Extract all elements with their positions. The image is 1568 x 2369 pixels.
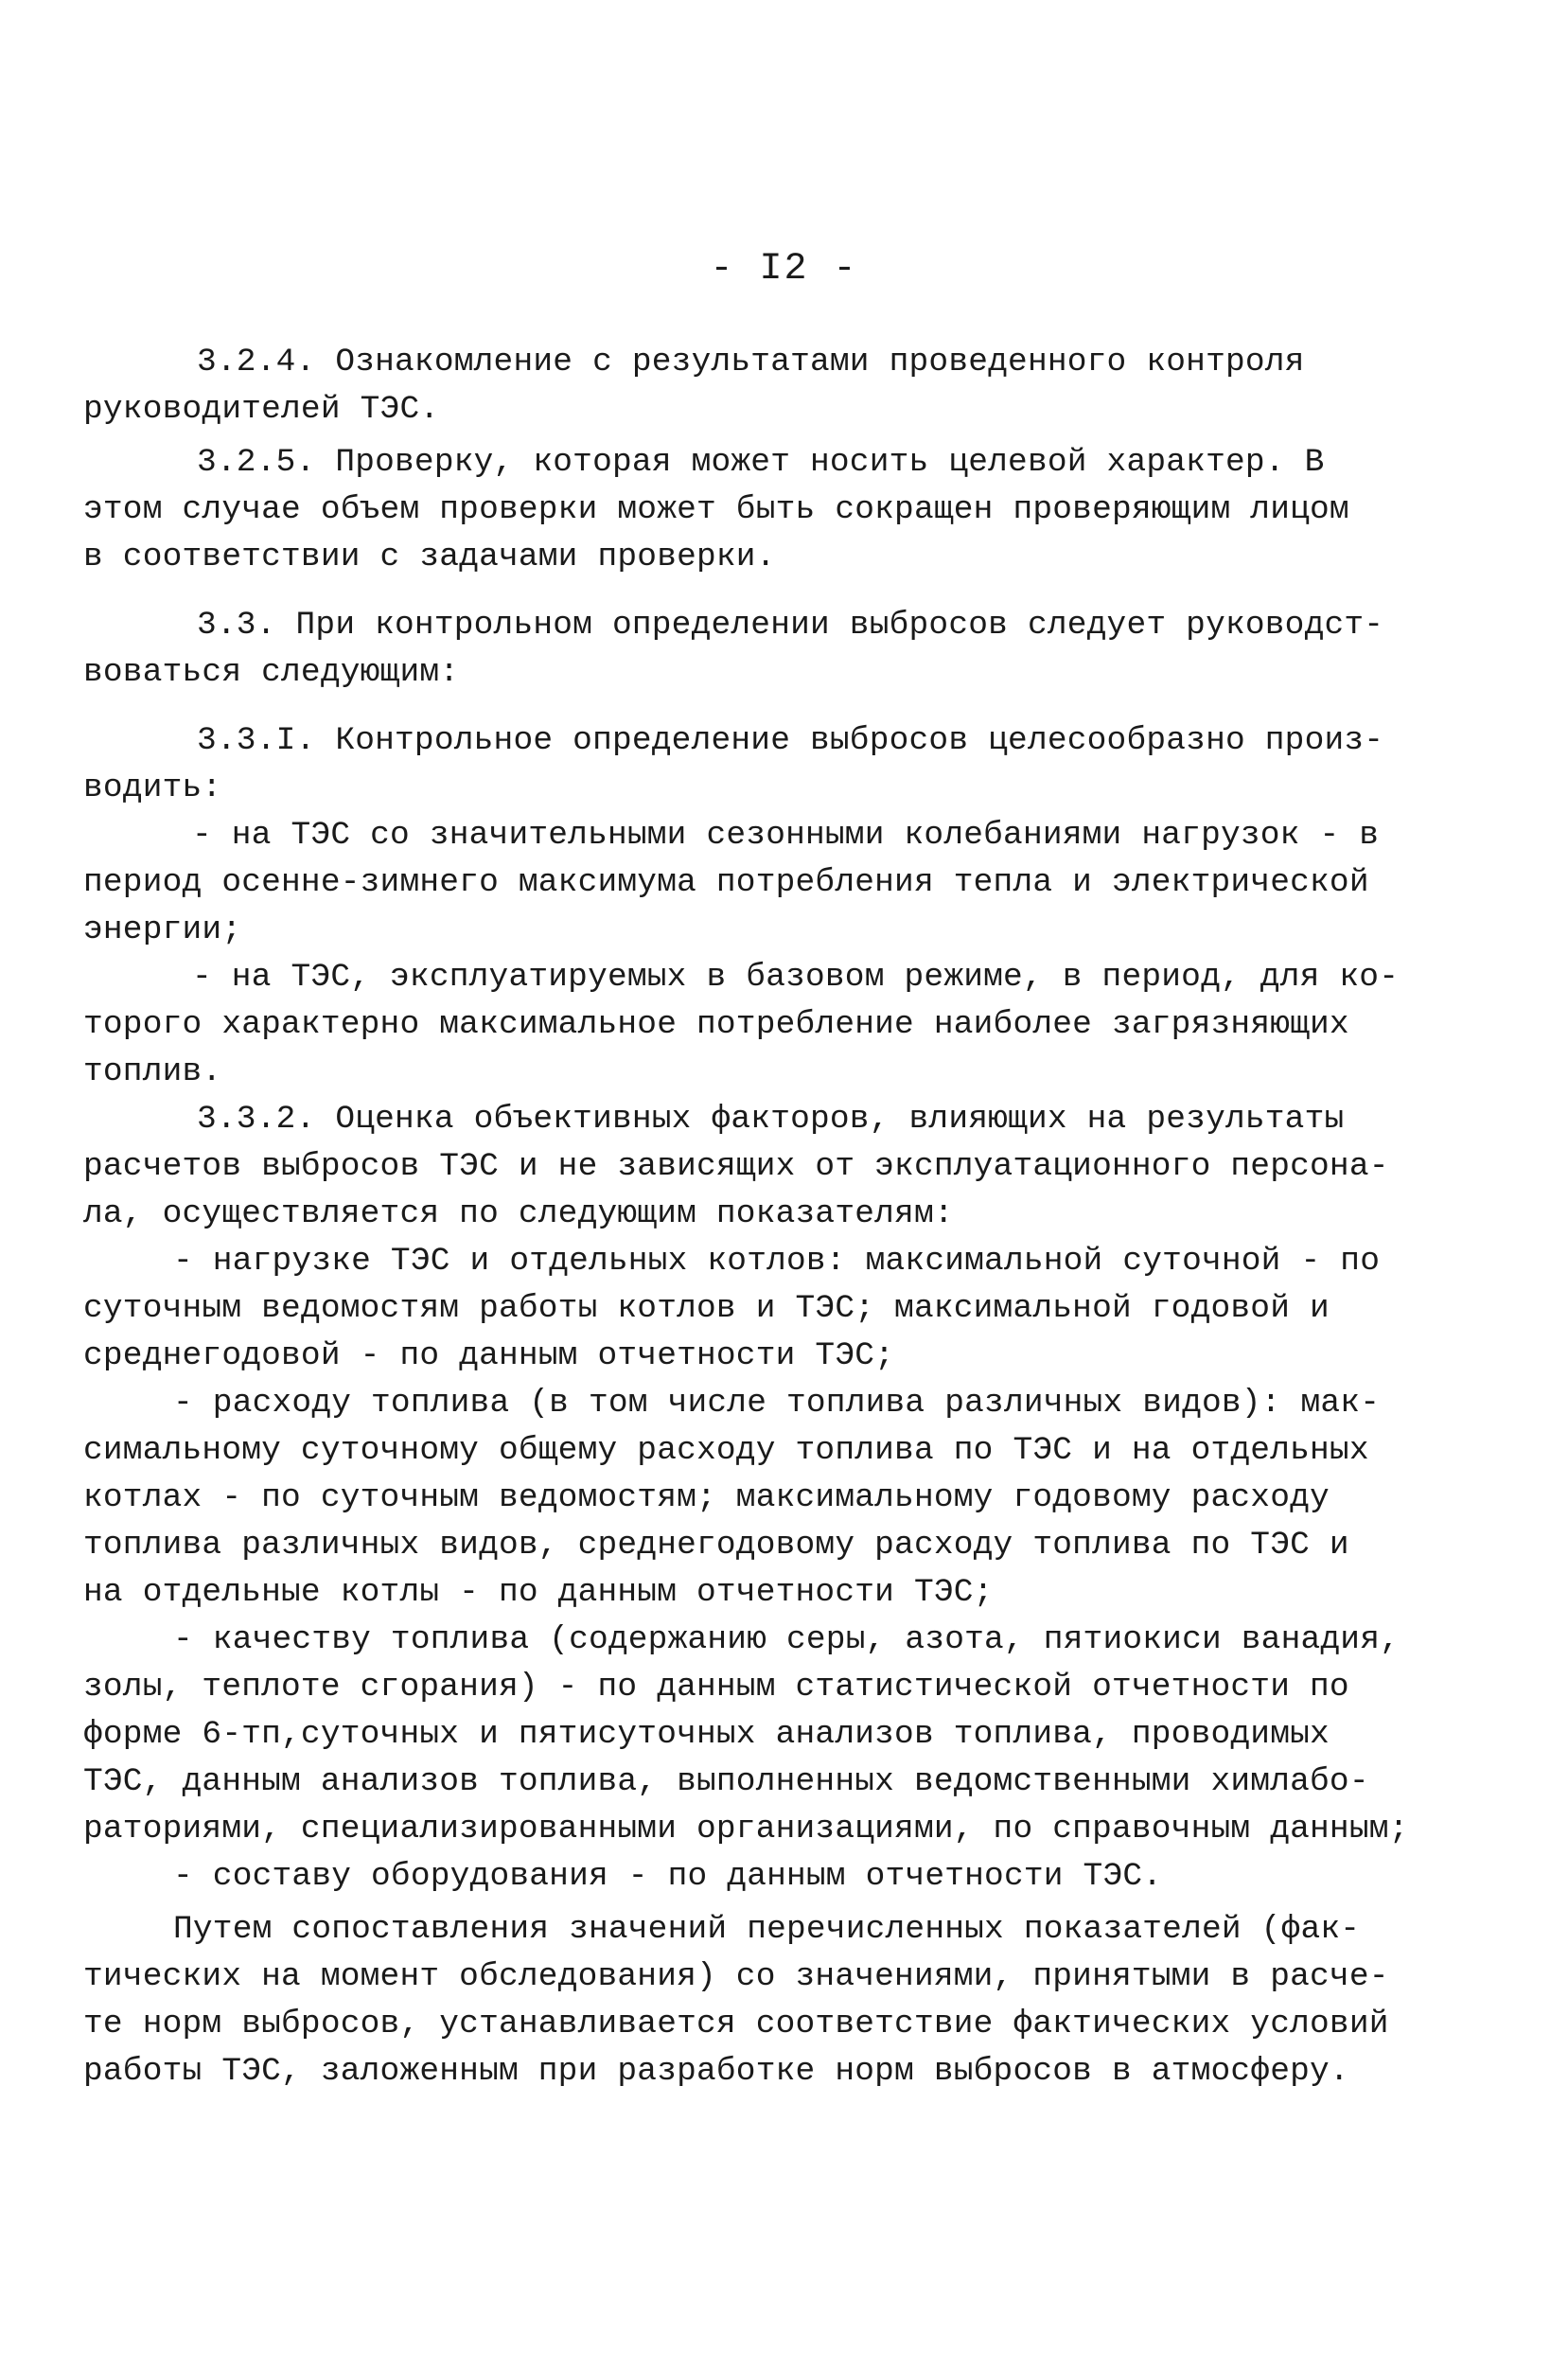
text-line: этом случае объем проверки может быть сокращен проверяющим лицом <box>83 491 1349 528</box>
text-line: ла, осуществляется по следующим показателям: <box>83 1195 954 1232</box>
text-line: те норм выбросов, устанавливается соответствие фактических условий <box>83 2006 1389 2042</box>
text-line: на отдельные котлы - по данным отчетности ТЭС; <box>83 1574 994 1611</box>
text-line: 3.3.I. Контрольное определение выбросов целесообразно произ- <box>197 722 1384 759</box>
text-line: - составу оборудования - по данным отчетности ТЭС. <box>173 1858 1163 1895</box>
text-line: топлива различных видов, среднегодовому расходу топлива по ТЭС и <box>83 1527 1349 1564</box>
text-line: - на ТЭС со значительными сезонными колебаниями нагрузок - в <box>192 817 1380 854</box>
text-line: водить: <box>83 769 222 806</box>
text-line: работы ТЭС, заложенным при разработке норм выбросов в атмосферу. <box>83 2053 1349 2090</box>
text-line: тических на момент обследования) со значениями, принятыми в расче- <box>83 1958 1389 1995</box>
text-line: топлив. <box>83 1053 222 1090</box>
text-line: 3.3. При контрольном определении выбросов следует руководст- <box>197 607 1384 644</box>
text-line: симальному суточному общему расходу топлива по ТЭС и на отдельных <box>83 1432 1369 1469</box>
text-line: руководителей ТЭС. <box>83 391 440 428</box>
text-line: 3.2.4. Ознакомление с результатами проведенного контроля <box>197 344 1305 380</box>
text-line: котлах - по суточным ведомостям; максимальному годовому расходу <box>83 1479 1330 1516</box>
text-line: - расходу топлива (в том числе топлива различных видов): мак- <box>173 1385 1381 1422</box>
text-line: 3.2.5. Проверку, которая может носить целевой характер. В <box>197 444 1325 481</box>
text-line: 3.3.2. Оценка объективных факторов, влияющих на результаты <box>197 1101 1345 1138</box>
text-line: расчетов выбросов ТЭС и не зависящих от эксплуатационного персона- <box>83 1148 1389 1185</box>
document-body <box>83 339 1409 2095</box>
text-line: торого характерно максимальное потребление наиболее загрязняющих <box>83 1006 1349 1043</box>
text-line: период осенне-зимнего максимума потребления тепла и электрической <box>83 864 1369 901</box>
text-line: ТЭС, данным анализов топлива, выполненных ведомственными химлабо- <box>83 1763 1369 1800</box>
text-line: форме 6-тп,суточных и пятисуточных анализов топлива, проводимых <box>83 1716 1330 1753</box>
text-line: раториями, специализированными организациями, по справочным данным; <box>83 1811 1409 1847</box>
text-line: золы, теплоте сгорания) - по данным статистической отчетности по <box>83 1669 1349 1706</box>
page-number: - I2 - <box>710 248 858 291</box>
text-line: среднегодовой - по данным отчетности ТЭС; <box>83 1337 895 1374</box>
text-line: - нагрузке ТЭС и отдельных котлов: максимальной суточной - по <box>173 1243 1381 1280</box>
text-line: воваться следующим: <box>83 654 460 691</box>
text-line: в соответствии с задачами проверки. <box>83 539 776 575</box>
text-line: суточным ведомостям работы котлов и ТЭС; максимальной годовой и <box>83 1290 1330 1327</box>
text-line: энергии; <box>83 911 242 948</box>
text-line: Путем сопоставления значений перечисленных показателей (фак- <box>173 1911 1361 1948</box>
text-line: - на ТЭС, эксплуатируемых в базовом режиме, в период, для ко- <box>192 959 1400 996</box>
text-line: - качеству топлива (содержанию серы, азота, пятиокиси ванадия, <box>173 1621 1401 1658</box>
